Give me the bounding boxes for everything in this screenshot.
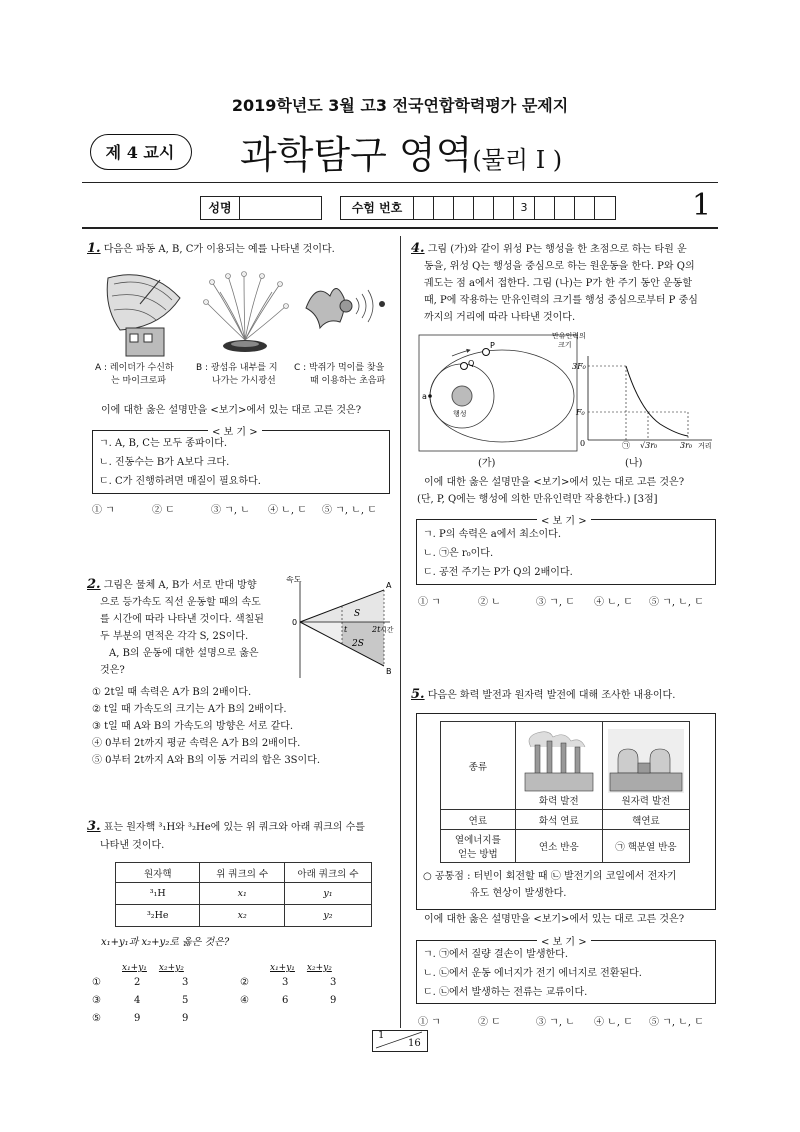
q4-caption-ga: (가) bbox=[478, 458, 496, 469]
q5-table: 종류 화력 발전 원자력 발전 연료 화석 연료 핵연료 열에너지를 얻는 방법 연소 반응 ㉠ 핵분열 반응 bbox=[440, 721, 690, 863]
q3-choice-header-right: x₁+y₁ x₂+y₂ bbox=[270, 963, 332, 973]
q2-velocity-graph bbox=[286, 576, 394, 682]
q1-option-4[interactable]: ④ ㄴ, ㄷ bbox=[268, 505, 307, 516]
q4-option-2[interactable]: ② ㄴ bbox=[478, 597, 501, 608]
q4-graph-3f: 3F₀ bbox=[572, 362, 586, 371]
q1-option-5[interactable]: ⑤ ㄱ, ㄴ, ㄷ bbox=[322, 505, 377, 516]
q2-graph-s: S bbox=[354, 609, 361, 619]
q2-option-4[interactable]: ④ 0부터 2t까지 평균 속력은 A가 B의 2배이다. bbox=[92, 738, 301, 749]
q1-option-2[interactable]: ② ㄷ bbox=[152, 505, 175, 516]
q3-choice-1[interactable]: ① 2 3 bbox=[92, 977, 189, 988]
q5-option-3[interactable]: ③ ㄱ, ㄴ bbox=[536, 1017, 575, 1028]
q4-question-1: 이에 대한 옳은 설명만을 <보기>에서 있는 대로 고른 것은? bbox=[424, 477, 685, 488]
q5-stem: 5. 다음은 화력 발전과 원자력 발전에 대해 조사한 내용이다. bbox=[411, 687, 676, 702]
exam-number-label: 수험 번호 bbox=[341, 197, 414, 219]
q5-method-nuclear: ㉠ 핵분열 반응 bbox=[602, 830, 689, 863]
q5-bogi-title: < 보 기 > bbox=[537, 933, 591, 948]
q2-stem: 2. 그림은 물체 A, B가 서로 반대 방향 으로 등가속도 직선 운동할 때의 속도 를 시간에 따라 나타낸 것이다. 색칠된 두 부분의 면적은 각각 S, 2S이다. A, B의 운동에 대한 설명으로 옳은 것은? bbox=[87, 577, 264, 676]
q1-option-3[interactable]: ③ ㄱ, ㄴ bbox=[211, 505, 250, 516]
q1-option-1[interactable]: ① ㄱ bbox=[92, 505, 115, 516]
name-label: 성명 bbox=[201, 197, 240, 219]
subject-main: 과학탐구 영역 bbox=[240, 133, 473, 177]
q1-bogi-2: ㄴ. 진동수는 B가 A보다 크다. bbox=[99, 457, 230, 468]
q5-option-1[interactable]: ① ㄱ bbox=[418, 1017, 441, 1028]
q2-graph-time: 시간 bbox=[380, 626, 394, 634]
q3-choice-3[interactable]: ③ 4 5 bbox=[92, 995, 189, 1006]
q5-common-1: ○ 공통점 : 터빈이 회전할 때 ㉡ 발전기의 코일에서 전자기 bbox=[423, 871, 677, 882]
q5-bogi-1: ㄱ. ㉠에서 질량 결손이 발생한다. bbox=[423, 949, 568, 960]
header-rule bbox=[82, 182, 718, 183]
q3-question: x₁+y₁과 x₂+y₂로 옳은 것은? bbox=[101, 937, 230, 948]
q5-nuclear-label: 원자력 발전 bbox=[621, 796, 671, 807]
q2-option-1[interactable]: ① 2t일 때 속력은 A가 B의 2배이다. bbox=[92, 687, 252, 698]
exam-number-digit: 3 bbox=[514, 197, 534, 219]
q1-question: 이에 대한 옳은 설명만을 <보기>에서 있는 대로 고른 것은? bbox=[101, 405, 362, 416]
q2-graph-2t: 2t bbox=[372, 625, 381, 634]
q1-caption-b: B : 광섬유 내부를 지 나가는 가시광선 bbox=[196, 363, 278, 386]
q1-bogi-title: < 보 기 > bbox=[208, 423, 262, 438]
q4-fig-q: Q bbox=[468, 359, 475, 368]
q5-thermal-label: 화력 발전 bbox=[538, 796, 579, 807]
bat-image bbox=[300, 278, 390, 348]
q4-graph-zero: 0 bbox=[580, 439, 586, 448]
name-box bbox=[200, 196, 322, 220]
q3-stem: 3. 표는 원자핵 ³₁H와 ³₂He에 있는 위 쿼크와 아래 쿼크의 수를 나타낸 것이다. bbox=[87, 819, 365, 851]
q2-graph-zero: 0 bbox=[292, 618, 298, 627]
q5-kind-label: 종류 bbox=[441, 722, 516, 810]
q3-table: 원자핵 위 쿼크의 수 아래 쿼크의 수 ³₁H x₁ y₁ ³₂He x₂ y₂ bbox=[115, 862, 372, 927]
q2-graph-b-label: B bbox=[386, 667, 392, 676]
q2-graph-a-label: A bbox=[386, 581, 392, 590]
q5-bogi-3: ㄷ. ㉡에서 발생하는 전류는 교류이다. bbox=[423, 987, 588, 998]
q4-force-graph bbox=[548, 330, 718, 452]
footer-page: 1 bbox=[378, 1030, 385, 1041]
q4-bogi-title: < 보 기 > bbox=[537, 512, 591, 527]
q1-bogi-1: ㄱ. A, B, C는 모두 종파이다. bbox=[99, 438, 228, 449]
q4-graph-x3: 3r₀ bbox=[680, 441, 693, 450]
radar-image bbox=[100, 268, 190, 360]
q3-choice-2[interactable]: ② 3 3 bbox=[240, 977, 337, 988]
subject-title bbox=[240, 124, 562, 179]
q2-option-3[interactable]: ③ t일 때 A와 B의 가속도의 방향은 서로 같다. bbox=[92, 721, 294, 732]
q4-fig-a: a bbox=[422, 392, 427, 401]
period-label: 제 4 교시 bbox=[105, 143, 175, 162]
q2-option-5[interactable]: ⑤ 0부터 2t까지 A와 B의 이동 거리의 합은 3S이다. bbox=[92, 755, 321, 766]
q5-common-2: 유도 현상이 발생한다. bbox=[470, 888, 567, 899]
exam-title: 2019학년도 3월 고3 전국연합학력평가 문제지 bbox=[231, 96, 569, 115]
q4-caption-na: (나) bbox=[625, 458, 643, 469]
q5-bogi-2: ㄴ. ㉡에서 운동 에너지가 전기 에너지로 전환된다. bbox=[423, 968, 642, 979]
q4-fig-p: P bbox=[490, 341, 495, 350]
q5-option-5[interactable]: ⑤ ㄱ, ㄴ, ㄷ bbox=[649, 1017, 704, 1028]
nuclear-plant-image bbox=[608, 729, 684, 793]
q4-option-5[interactable]: ⑤ ㄱ, ㄴ, ㄷ bbox=[649, 597, 704, 608]
q4-option-4[interactable]: ④ ㄴ, ㄷ bbox=[594, 597, 633, 608]
q4-graph-f: F₀ bbox=[576, 408, 585, 417]
q4-bogi-3: ㄷ. 공전 주기는 P가 Q의 2배이다. bbox=[423, 567, 573, 578]
header-rule-2 bbox=[82, 227, 718, 229]
q5-option-4[interactable]: ④ ㄴ, ㄷ bbox=[594, 1017, 633, 1028]
q4-bogi-2: ㄴ. ㉠은 r₀이다. bbox=[423, 548, 494, 559]
q1 bbox=[87, 241, 335, 258]
column-divider bbox=[400, 236, 401, 1028]
q4-question-2: (단, P, Q에는 행성에 의한 만유인력만 작용한다.) [3점] bbox=[417, 494, 658, 505]
q4-option-1[interactable]: ① ㄱ bbox=[418, 597, 441, 608]
q4-bogi-1: ㄱ. P의 속력은 a에서 최소이다. bbox=[423, 529, 562, 540]
q4-graph-x2: √3r₀ bbox=[640, 441, 658, 450]
q5-question: 이에 대한 옳은 설명만을 <보기>에서 있는 대로 고른 것은? bbox=[424, 914, 685, 925]
footer-total: 16 bbox=[408, 1038, 421, 1049]
q1-caption-c: C : 박쥐가 먹이를 찾을 때 이용하는 초음파 bbox=[294, 363, 386, 386]
subject-sub: (물리 I ) bbox=[472, 146, 563, 174]
q1-number: 1. bbox=[87, 241, 101, 256]
q1-caption-a: A : 레이더가 수신하 는 마이크로파 bbox=[95, 363, 174, 386]
q4-option-3[interactable]: ③ ㄱ, ㄷ bbox=[536, 597, 575, 608]
q5-option-2[interactable]: ② ㄷ bbox=[478, 1017, 501, 1028]
q1-bogi-3: ㄷ. C가 진행하려면 매질이 필요하다. bbox=[99, 476, 261, 487]
q2-option-2[interactable]: ② t일 때 가속도의 크기는 A가 B의 2배이다. bbox=[92, 704, 287, 715]
page-number-big: 1 bbox=[692, 188, 712, 223]
q3-choice-4[interactable]: ④ 6 9 bbox=[240, 995, 337, 1006]
q4-graph-ylabel-1: 만유인력의 bbox=[552, 332, 586, 340]
q3-choice-header-left: x₁+y₁ x₂+y₂ bbox=[122, 963, 184, 973]
q1-stem: 다음은 파동 A, B, C가 이용되는 예를 나타낸 것이다. bbox=[103, 244, 335, 255]
q4-stem: 4. 그림 (가)와 같이 위성 P는 행성을 한 초점으로 하는 타원 운 동을, 위성 Q는 행성을 중심으로 하는 원운동을 한다. P와 Q의 궤도는 점 a에서 접한다. 그림 (나)는 P가 한 주기 동안 운동할 때, P에 작용하는 만유인력의 크기를 행성 중심으로부터 P 중심 까지의 거리에 따라 나타낸 것이다. bbox=[411, 241, 698, 323]
q2-graph-ylabel: 속도 bbox=[286, 576, 302, 584]
q4-fig-planet: 행성 bbox=[453, 410, 467, 418]
q4-graph-x1: ㉠ bbox=[622, 441, 630, 450]
q2-graph-t: t bbox=[344, 625, 348, 634]
q2-graph-2s: 2S bbox=[352, 639, 364, 649]
exam-number-box bbox=[340, 196, 616, 220]
q3-choice-5[interactable]: ⑤ 9 9 bbox=[92, 1013, 189, 1024]
optical-fiber-image bbox=[200, 270, 290, 360]
thermal-plant-image bbox=[521, 729, 597, 793]
q4-graph-xlabel: 거리 bbox=[698, 442, 712, 450]
q4-graph-ylabel-2: 크기 bbox=[558, 341, 572, 349]
